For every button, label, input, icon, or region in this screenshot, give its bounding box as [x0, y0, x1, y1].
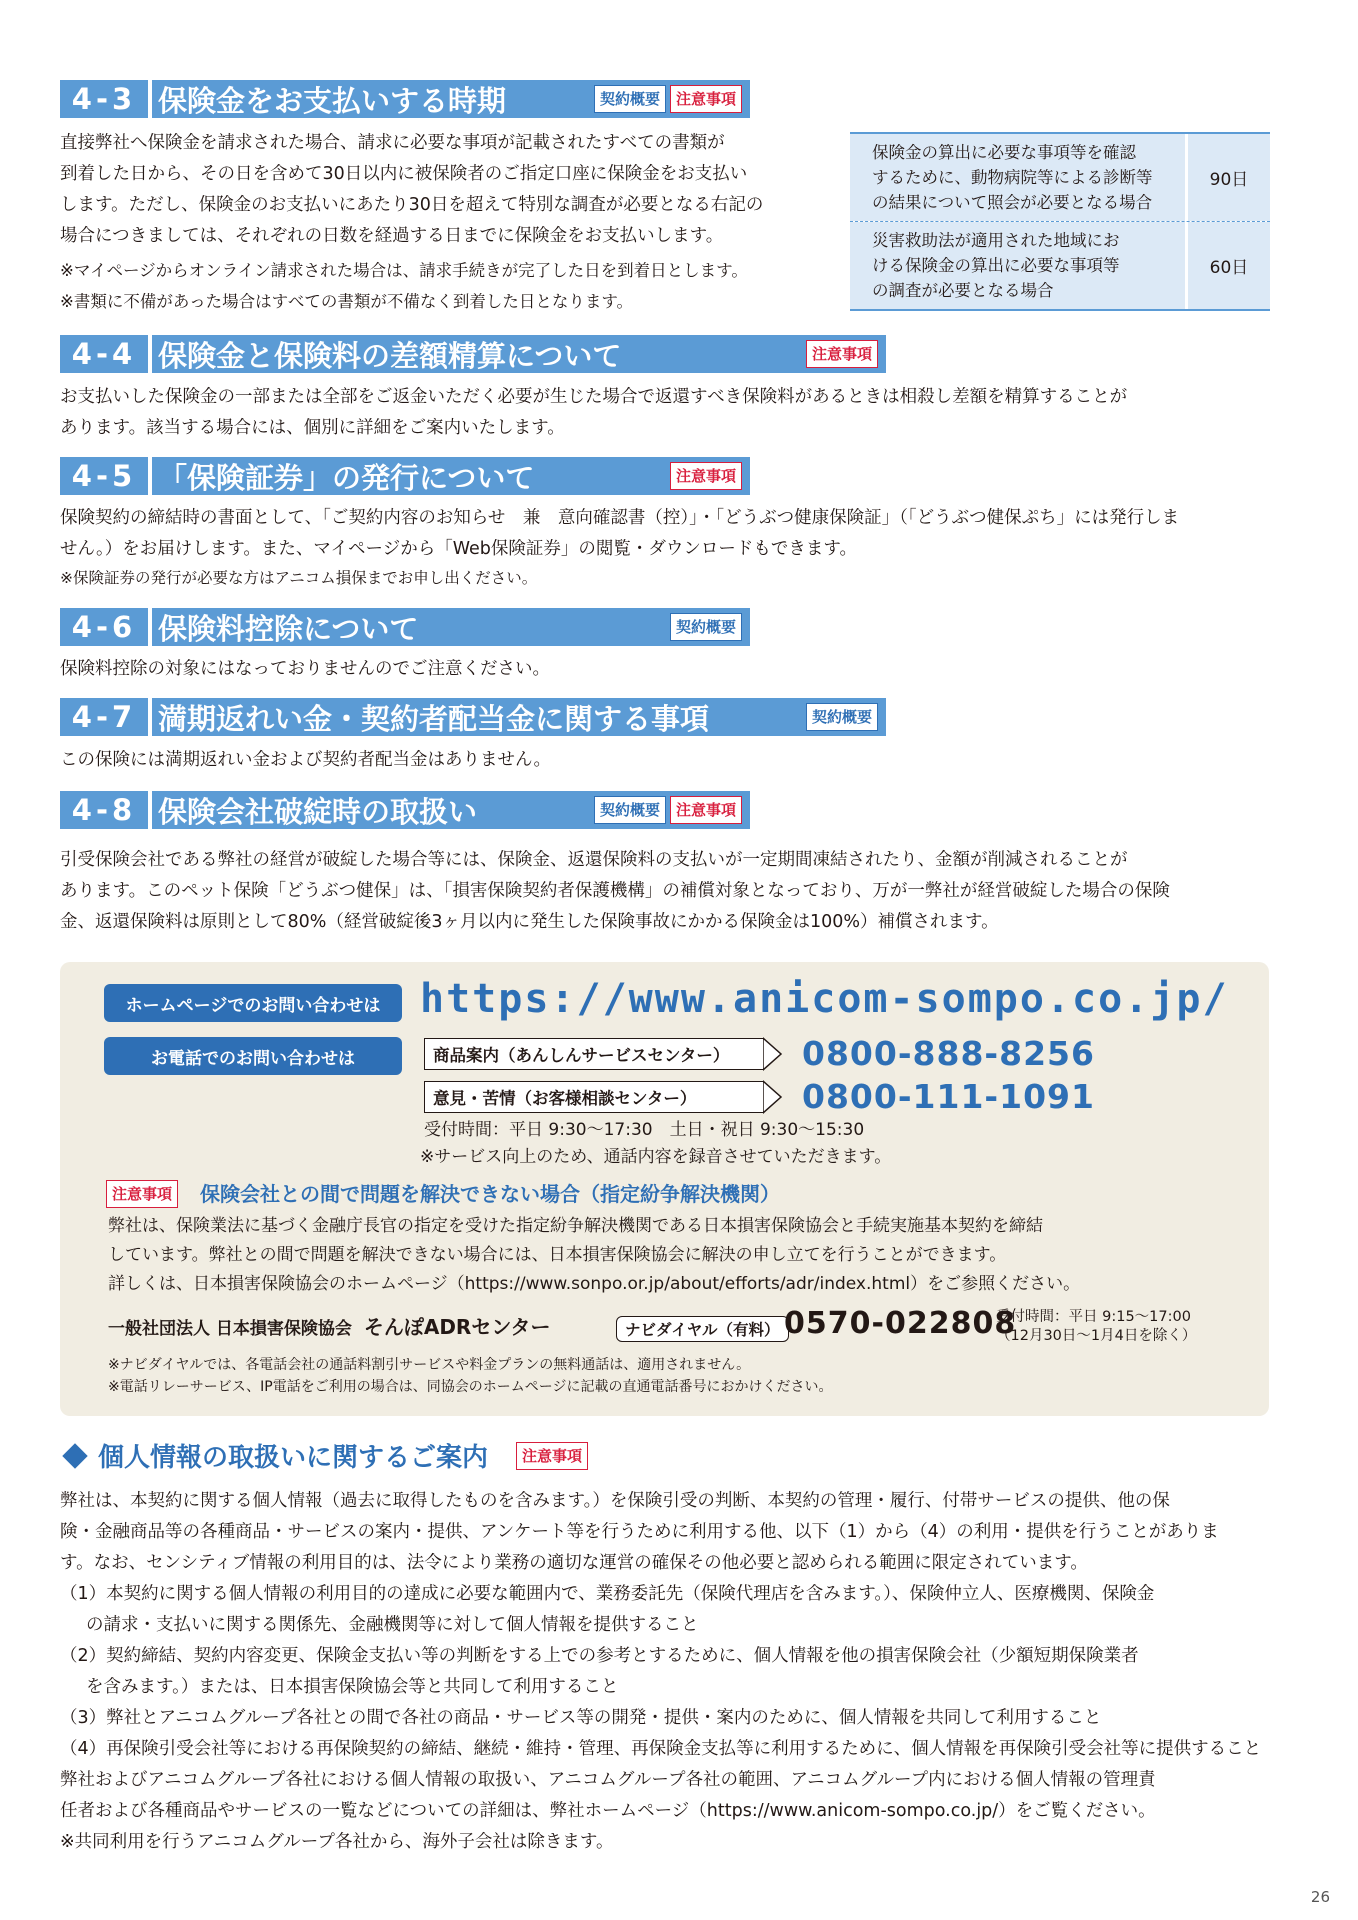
arrow-icon — [763, 1080, 783, 1114]
section-4-3-body: 直接弊社へ保険金を請求された場合、請求に必要な事項が記載されたすべての書類が 到着した日から、その日を含めて30日以内に被保険者のご指定口座に保険金をお支払い します。ただし、保険金のお支払いにあたり30日を超えて特別な調査が必要となる右記の 場合につきましては、それぞれの日数を経過する日までに保険金をお支払いします。 — [60, 133, 764, 246]
section-4-6-body: 保険料控除の対象にはなっておりませんのでご注意ください。 — [60, 659, 550, 679]
section-number: 4-6 — [60, 608, 148, 646]
privacy-heading: 個人情報の取扱いに関するご案内 注意事項 — [60, 1437, 588, 1474]
navi-hours: 受付時間：平日 9:15〜17:00 （12月30日〜1月4日を除く） — [996, 1309, 1197, 1344]
contract-summary-badge: 契約概要 — [594, 796, 666, 824]
section-4-5-header — [60, 457, 750, 495]
section-4-7-body: この保険には満期返れい金および契約者配当金はありません。 — [60, 750, 552, 770]
phone-inquiry-label: お電話でのお問い合わせは — [104, 1037, 402, 1075]
list-item: （4）再保険引受会社等における再保険契約の締結、継続・維持・管理、再保険金支払等に利用するために、個人情報を再保険引受会社等に提供すること — [60, 1739, 1262, 1759]
web-inquiry-label: ホームページでのお問い合わせは — [104, 984, 402, 1022]
section-title: 保険金と保険料の差額精算について 注意事項 — [152, 335, 886, 373]
section-title: 「保険証券」の発行について 注意事項 — [152, 457, 750, 495]
caution-badge: 注意事項 — [670, 85, 742, 113]
opinion-center-label: 意見・苦情（お客様相談センター） — [424, 1081, 764, 1113]
adr-organization: 一般社団法人 日本損害保険協会 そんぽADRセンター — [108, 1315, 551, 1339]
reception-hours: 受付時間：平日 9:30〜17:30 土日・祝日 9:30〜15:30 — [424, 1120, 865, 1140]
diamond-icon — [62, 1443, 87, 1468]
adr-body: 弊社は、保険業法に基づく金融庁長官の指定を受けた指定紛争解決機関である日本損害保険協会と手続実施基本契約を締結 しています。弊社との間で問題を解決できない場合には、日本損害保険協会に解決の申し立てを行うことができます。 詳しくは、日本損害保険協会のホームページ（https://www.sonpo.or.jp/about/efforts/adr/index.html）をご参照ください。 — [108, 1216, 1081, 1294]
list-item: （1）本契約に関する個人情報の利用目的の達成に必要な範囲内で、業務委託先（保険代理店を含みます。）、保険仲立人、医療機関、保険金 — [60, 1584, 1155, 1604]
section-4-7-header — [60, 698, 886, 736]
contact-box — [60, 962, 1269, 1416]
homepage-url-link[interactable]: https://www.anicom-sompo.co.jp/ — [420, 976, 1229, 1022]
table-row: 災害救助法が適用された地域にお ける保険金の算出に必要な事項等 の調査が必要となる場合 60日 — [850, 221, 1270, 309]
navi-dial-number[interactable]: 0570-022808 — [784, 1306, 1017, 1341]
section-title: 満期返れい金・契約者配当金に関する事項 契約概要 — [152, 698, 886, 736]
table-row: 保険金の算出に必要な事項等を確認 するために、動物病院等による診断等 の結果について照会が必要となる場合 90日 — [850, 134, 1270, 221]
payment-period-table — [850, 132, 1270, 311]
section-number: 4-5 — [60, 457, 148, 495]
contract-summary-badge: 契約概要 — [670, 613, 742, 641]
days-value: 60日 — [1188, 222, 1270, 309]
opinion-phone-number[interactable]: 0800-111-1091 — [802, 1077, 1095, 1116]
section-title: 保険金をお支払いする時期 契約概要 注意事項 — [152, 80, 750, 118]
section-title: 保険会社破綻時の取扱い 契約概要 注意事項 — [152, 791, 750, 829]
days-value: 90日 — [1188, 134, 1270, 221]
adr-title: 保険会社との間で問題を解決できない場合（指定紛争解決機関） — [200, 1182, 780, 1206]
section-number: 4-8 — [60, 791, 148, 829]
product-phone-number[interactable]: 0800-888-8256 — [802, 1034, 1095, 1073]
list-item: （3）弊社とアニコムグループ各社との間で各社の商品・サービス等の開発・提供・案内のために、個人情報を共同して利用すること — [60, 1708, 1102, 1728]
section-4-5-body: 保険契約の締結時の書面として、「ご契約内容のお知らせ 兼 意向確認書（控）」・「どうぶつ健康保険証」（「どうぶつ健保ぷち」には発行しま せん。）をお届けします。また、マイページから「Web保険証券」の閲覧・ダウンロードもできます。 — [60, 508, 1180, 559]
contract-summary-badge: 契約概要 — [594, 85, 666, 113]
section-4-5-note: ※保険証券の発行が必要な方はアニコム損保までお申し出ください。 — [60, 569, 538, 587]
product-center-label: 商品案内（あんしんサービスセンター） — [424, 1038, 764, 1070]
section-number: 4-7 — [60, 698, 148, 736]
section-4-3-notes: ※マイページからオンライン請求された場合は、請求手続きが完了した日を到着日とします。 ※書類に不備があった場合はすべての書類が不備なく到着した日となります。 — [60, 261, 748, 311]
section-4-8-header — [60, 791, 750, 829]
section-number: 4-3 — [60, 80, 148, 118]
navi-dial-label: ナビダイヤル（有料） — [616, 1316, 789, 1342]
page-number: 26 — [1310, 1888, 1330, 1906]
caution-badge: 注意事項 — [806, 340, 878, 368]
recording-note: ※サービス向上のため、通話内容を録音させていただきます。 — [420, 1147, 892, 1167]
section-4-8-body: 引受保険会社である弊社の経営が破綻した場合等には、保険金、返還保険料の支払いが一定期間凍結されたり、金額が削減されることが あります。このペット保険「どうぶつ健保」は、「損害保険契約者保護機構」の補償対象となっており、万が一弊社が経営破綻した場合の保険 金、返還保険料は原則として80%（経営破綻後3ヶ月以内に発生した保険事故にかかる保険金は100%）補償されます。 — [60, 850, 1170, 932]
list-item: （2）契約締結、契約内容変更、保険金支払い等の判断をする上での参考とするために、個人情報を他の損害保険会社（少額短期保険業者 — [60, 1646, 1139, 1666]
section-4-6-header — [60, 608, 750, 646]
section-4-4-body: お支払いした保険金の一部または全部をご返金いただく必要が生じた場合で返還すべき保険料があるときは相殺し差額を精算することが あります。該当する場合には、個別に詳細をご案内いたします。 — [60, 387, 1128, 438]
section-title: 保険料控除について 契約概要 — [152, 608, 750, 646]
section-4-3-header — [60, 80, 750, 118]
navi-fine-notes: ※ナビダイヤルでは、各電話会社の通話料割引サービスや料金プランの無料通話は、適用されません。 ※電話リレーサービス、IP電話をご利用の場合は、同協会のホームページに記載の直通電話番号におかけください。 — [108, 1357, 833, 1395]
section-4-4-header — [60, 335, 886, 373]
section-number: 4-4 — [60, 335, 148, 373]
caution-badge: 注意事項 — [516, 1442, 588, 1470]
caution-badge: 注意事項 — [106, 1180, 178, 1208]
caution-badge: 注意事項 — [670, 462, 742, 490]
contract-summary-badge: 契約概要 — [806, 703, 878, 731]
arrow-icon — [763, 1037, 783, 1071]
caution-badge: 注意事項 — [670, 796, 742, 824]
